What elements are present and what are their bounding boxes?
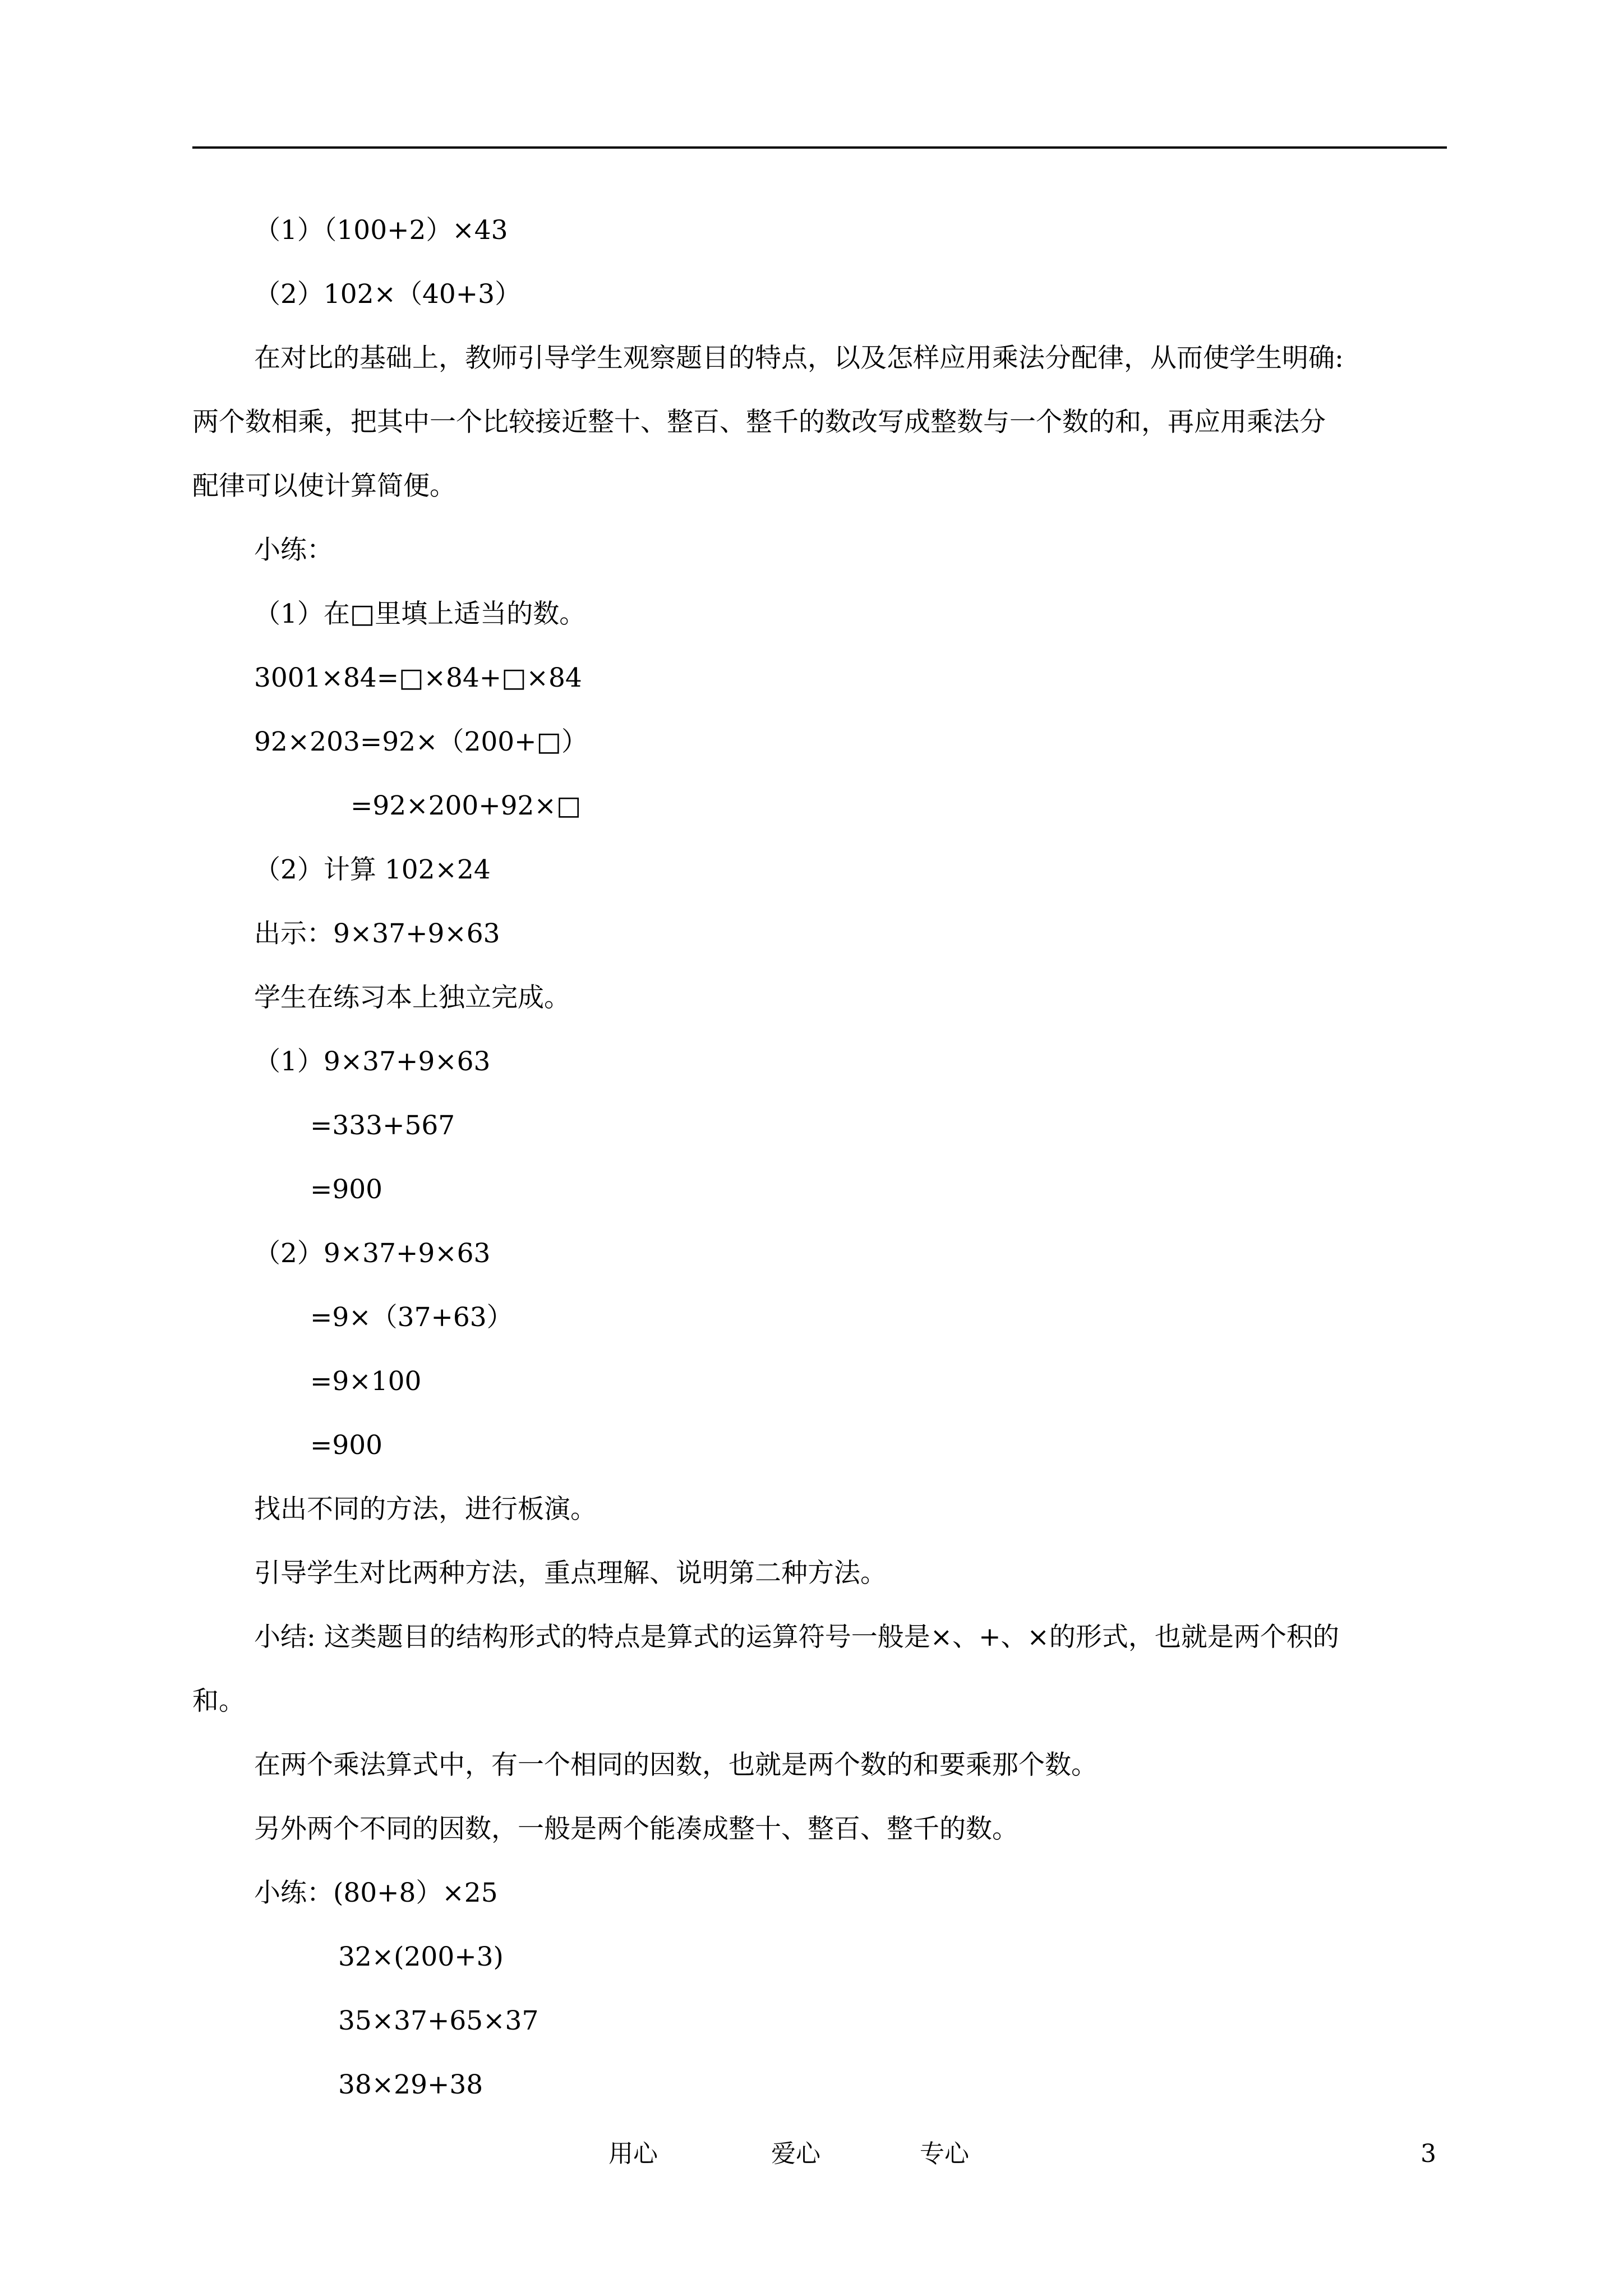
footer-motto: 用心 xyxy=(608,2139,658,2168)
text-line: （1）9×37+9×63 xyxy=(254,1046,491,1077)
text-line: =900 xyxy=(310,1430,383,1461)
text-line: （2）9×37+9×63 xyxy=(254,1238,491,1269)
page-number: 3 xyxy=(1421,2139,1436,2168)
text-line: 出示：9×37+9×63 xyxy=(254,918,500,949)
text-line: =92×200+92×□ xyxy=(351,790,582,821)
footer-motto: 专心 xyxy=(920,2139,969,2168)
text-line: 找出不同的方法，进行板演。 xyxy=(254,1494,597,1525)
text-line: =900 xyxy=(310,1174,383,1205)
text-line: （1）（100+2）×43 xyxy=(254,215,508,246)
text-line: =9×100 xyxy=(310,1366,422,1397)
text-line: 3001×84=□×84+□×84 xyxy=(254,662,582,693)
text-line: =333+567 xyxy=(310,1110,455,1141)
text-line: 学生在练习本上独立完成。 xyxy=(254,982,570,1013)
text-line: 引导学生对比两种方法，重点理解、说明第二种方法。 xyxy=(254,1558,887,1589)
text-line: 配律可以使计算简便。 xyxy=(192,471,456,501)
text-line: 在对比的基础上，教师引导学生观察题目的特点，以及怎样应用乘法分配律，从而使学生明确: xyxy=(254,343,1344,374)
text-line: 小练：(80+8）×25 xyxy=(254,1878,498,1908)
text-line: 38×29+38 xyxy=(338,2069,483,2100)
text-line: 两个数相乘，把其中一个比较接近整十、整百、整千的数改写成整数与一个数的和，再应用乘法分 xyxy=(192,407,1326,438)
text-line: 在两个乘法算式中，有一个相同的因数，也就是两个数的和要乘那个数。 xyxy=(254,1750,1098,1780)
text-line: 小练： xyxy=(254,535,333,565)
text-line: 小结: 这类题目的结构形式的特点是算式的运算符号一般是×、+、×的形式，也就是两个积的 xyxy=(254,1622,1339,1653)
text-line: =9×（37+63） xyxy=(310,1302,513,1333)
footer-motto: 爱心 xyxy=(771,2139,820,2168)
text-line: 92×203=92×（200+□） xyxy=(254,726,588,757)
text-line: 32×(200+3) xyxy=(338,1941,504,1972)
text-line: （2）计算 102×24 xyxy=(254,854,491,885)
text-line: （1）在□里填上适当的数。 xyxy=(254,599,586,629)
text-line: 35×37+65×37 xyxy=(338,2005,539,2036)
header-rule xyxy=(192,146,1447,149)
text-line: 另外两个不同的因数，一般是两个能凑成整十、整百、整千的数。 xyxy=(254,1814,1018,1844)
text-line: 和。 xyxy=(192,1686,245,1717)
text-line: （2）102×（40+3） xyxy=(254,279,522,310)
